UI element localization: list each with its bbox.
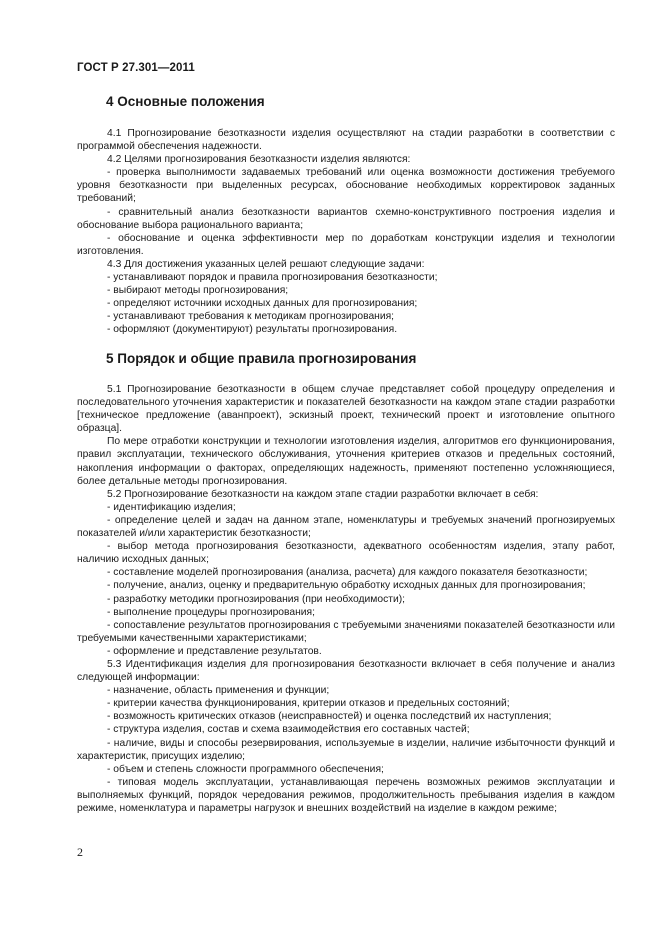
list-item: - сопоставление результатов прогнозирования с требуемыми значениями показателей безотказности или требуемыми качественными характеристиками; xyxy=(77,619,615,644)
paragraph-5-3: 5.3 Идентификация изделия для прогнозирования безотказности включает в себя получение и анализ следующей информации: xyxy=(77,658,615,684)
paragraph-4-2: 4.2 Целями прогнозирования безотказности изделия являются: xyxy=(107,154,411,166)
list-item: - определяют источники исходных данных для прогнозирования; xyxy=(107,298,418,310)
list-item: - типовая модель эксплуатации, устанавливающая перечень возможных режимов эксплуатации и выполняемых функций, порядок чередования режимов, продолжительность пребывания изделия в каждом режиме, номенклатура и параметры нагрузок и внешних воздействий на изделие в каждом режиме; xyxy=(77,776,615,814)
list-item: - выбор метода прогнозирования безотказности, адекватного особенностям изделия, этапу работ, наличию исходных данных; xyxy=(77,541,615,566)
list-item: - проверка выполнимости задаваемых требований или оценка возможности достижения требуемого уровня безотказности при выделенных ресурсах, обоснование необходимых корректировок заданных требований; xyxy=(77,167,615,205)
paragraph-4-1: 4.1 Прогнозирование безотказности изделия осуществляют на стадии разработки в соответствии с программой обеспечения надежности. xyxy=(77,128,615,153)
list-item: - объем и степень сложности программного обеспечения; xyxy=(107,763,384,775)
paragraph-5-1-cont: По мере отработки конструкции и технологии изготовления изделия, алгоритмов его функционирования, правил эксплуатации, технического обслуживания, уточнения критериев отказов и предельных состояний, накопления информации о факторах, определяющих надежность, применяют постепенно усложняющиеся, более детальные методы прогнозирования. xyxy=(77,436,615,487)
paragraph-4-3: 4.3 Для достижения указанных целей решают следующие задачи: xyxy=(107,258,425,270)
list-item: - определение целей и задач на данном этапе, номенклатуры и требуемых значений прогнозируемых показателей и/или характеристик безотказности; xyxy=(77,514,615,540)
list-item: - устанавливают требования к методикам прогнозирования; xyxy=(107,311,395,323)
section-5-body xyxy=(77,383,615,815)
paragraph-5-2: 5.2 Прогнозирование безотказности на каждом этапе стадии разработки включает в себя: xyxy=(107,488,539,500)
document-code-header: ГОСТ Р 27.301—2011 xyxy=(77,62,195,74)
list-item: - оформляют (документируют) результаты прогнозирования. xyxy=(107,324,398,336)
list-item: - устанавливают порядок и правила прогнозирования безотказности; xyxy=(107,272,438,284)
list-item: - возможность критических отказов (неисправностей) и оценка последствий их наступления; xyxy=(107,711,552,723)
page-number: 2 xyxy=(77,845,83,859)
list-item: - обоснование и оценка эффективности мер по доработкам конструкции изделия и технологии изготовления. xyxy=(77,232,615,257)
list-item: - составление моделей прогнозирования (анализа, расчета) для каждого показателя безотказности; xyxy=(107,567,588,579)
list-item: - сравнительный анализ безотказности вариантов схемно-конструктивного построения изделия и обоснование выбора рационального варианта; xyxy=(77,206,615,231)
list-item: - получение, анализ, оценку и предварительную обработку исходных данных для прогнозирования; xyxy=(107,580,586,592)
list-item: - структура изделия, состав и схема взаимодействия его составных частей; xyxy=(107,724,470,736)
section-4-title: 4 Основные положения xyxy=(106,94,265,109)
section-5-title: 5 Порядок и общие правила прогнозирования xyxy=(106,351,417,366)
list-item: - разработку методики прогнозирования (при необходимости); xyxy=(107,593,405,605)
paragraph-5-1: 5.1 Прогнозирование безотказности в общем случае представляет собой процедуру определения и последовательного уточнения характеристик и показателей безотказности на каждом этапе стадии разработки [техническое предложение (аванпроект), эскизный проект, технический проект и изготовление опытного образца]. xyxy=(77,384,615,435)
list-item: - выбирают методы прогнозирования; xyxy=(107,285,289,297)
list-item: - идентификацию изделия; xyxy=(107,501,236,513)
list-item: - назначение, область применения и функции; xyxy=(107,685,330,697)
list-item: - оформление и представление результатов. xyxy=(107,645,322,657)
list-item: - критерии качества функционирования, критерии отказов и предельных состояний; xyxy=(107,698,510,710)
list-item: - выполнение процедуры прогнозирования; xyxy=(107,606,315,618)
list-item: - наличие, виды и способы резервирования, используемые в изделии, наличие избыточности функций и характеристик, присущих изделию; xyxy=(77,737,615,762)
section-4-body xyxy=(77,127,615,337)
